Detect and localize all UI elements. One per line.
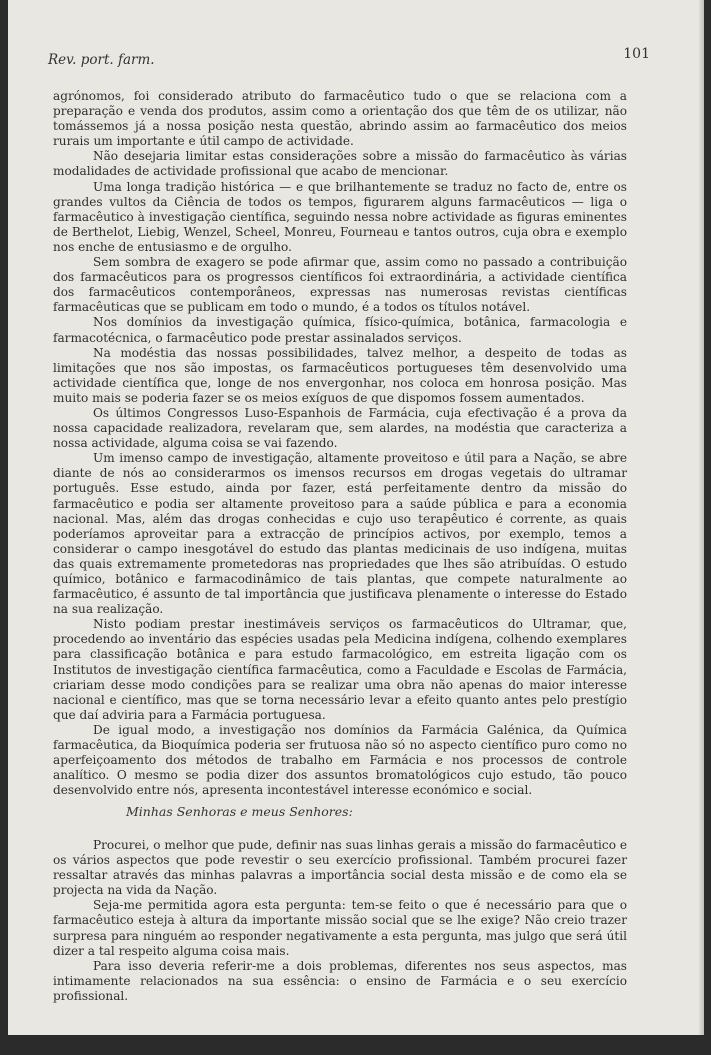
paragraph: Nisto podiam prestar inestimáveis serviços os farmacêuticos do Ultramar, que, procedendo ao inventário das espécies usadas pela Medicina indígena, colhendo exemplares para classificação botânica e para estudo farmacológico, em estreita ligação com os Institutos de investigação científica farmacêutica, como a Faculdade e Escolas de Farmácia, criariam desse modo condições para se realizar uma obra não apenas do maior interesse nacional e científico, mas que se torna necessário levar a efeito quanto antes pelo prestígio que daí adviria para a Farmácia portuguesa. (53, 617, 627, 722)
page-number: 101 (623, 46, 650, 62)
paragraph: Nos domínios da investigação química, físico-química, botânica, farmacologia e farmacotécnica, o farmacêutico pode prestar assinalados serviços. (53, 315, 627, 345)
paragraph: agrónomos, foi considerado atributo do farmacêutico tudo o que se relaciona com a preparação e venda dos produtos, assim como a orientação dos que têm de os utilizar, não tomássemos já a nossa posição nesta questão, abrindo assim ao farmacêutico dos meios rurais um importante e útil campo de actividade. (53, 89, 627, 149)
paragraph: Uma longa tradição histórica — e que brilhantemente se traduz no facto de, entre os grandes vultos da Ciência de todos os tempos, figurarem alguns farmacêuticos — liga o farmacêutico à investigação científica, seguindo nessa nobre actividade as figuras eminentes de Berthelot, Liebig, Wenzel, Scheel, Monreu, Fourneau e tantos outros, cuja obra e exemplo nos enche de entusiasmo e de orgulho. (53, 179, 627, 254)
paragraph: Os últimos Congressos Luso-Espanhois de Farmácia, cuja efectivação é a prova da nossa capacidade realizadora, revelaram que, sem alardes, na modéstia que caracteriza a nossa actividade, alguma coisa se vai fazendo. (53, 405, 627, 451)
paragraph: Não desejaria limitar estas considerações sobre a missão do farmacêutico às várias modalidades de actividade profissional que acabo de mencionar. (53, 149, 627, 179)
body-text-closing (53, 838, 627, 1004)
paragraph: Procurei, o melhor que pude, definir nas suas linhas gerais a missão do farmacêutico e os vários aspectos que pode revestir o seu exercício profissional. Também procurei fazer ressaltar através das minhas palavras a importância social desta missão e de como ela se projecta na vida da Nação. (53, 838, 627, 898)
journal-title: Rev. port. farm. (48, 52, 155, 68)
paragraph: Sem sombra de exagero se pode afirmar que, assim como no passado a contribuição dos farmacêuticos para os progressos científicos foi extraordinária, a actividade científica dos farmacêuticos contemporâneos, expressas nas numerosas revistas científicas farmacêuticas que se publicam em todo o mundo, é a todos os títulos notável. (53, 255, 627, 315)
page-header (48, 46, 650, 70)
body-text (53, 89, 627, 798)
paragraph: Na modéstia das nossas possibilidades, talvez melhor, a despeito de todas as limitações que nos são impostas, os farmacêuticos portugueses têm desenvolvido uma actividade científica que, longe de nos envergonhar, nos coloca em honrosa posição. Mas muito mais se poderia fazer se os meios exíguos de que dispomos fossem aumentados. (53, 345, 627, 405)
paragraph: De igual modo, a investigação nos domínios da Farmácia Galénica, da Química farmacêutica, da Bioquímica poderia ser frutuosa não só no aspecto científico puro como no aperfeiçoamento dos métodos de trabalho em Farmácia e nos processos de controle analítico. O mesmo se podia dizer dos assuntos bromatológicos cujo estudo, tão pouco desenvolvido entre nós, apresenta incontestável interesse económico e social. (53, 722, 627, 798)
page-edge-shadow (698, 0, 704, 1035)
salutation: Minhas Senhoras e meus Senhores: (126, 804, 353, 819)
document-page (8, 0, 704, 1035)
paragraph: Um imenso campo de investigação, altamente proveitoso e útil para a Nação, se abre diante de nós ao considerarmos os imensos recursos em drogas vegetais do ultramar português. Esse estudo, ainda por fazer, está perfeitamente dentro da missão do farmacêutico e podia ser altamente proveitoso para a saúde pública e para a economia nacional. Mas, além das drogas conhecidas e cujo uso terapêutico é corrente, as quais poderíamos aproveitar para a extracção de princípios activos, por exemplo, temos a considerar o campo inesgotável do estudo das plantas medicinais de uso indígena, muitas das quais extremamente prometedoras nas propriedades que lhes são atribuídas. O estudo químico, botânico e farmacodinâmico de tais plantas, que compete naturalmente ao farmacêutico, é assunto de tal importância que justificava plenamente o interesse do Estado na sua realização. (53, 451, 627, 617)
paragraph: Para isso deveria referir-me a dois problemas, diferentes nos seus aspectos, mas intimamente relacionados na sua essência: o ensino de Farmácia e o seu exercício profissional. (53, 958, 627, 1003)
paragraph: Seja-me permitida agora esta pergunta: tem-se feito o que é necessário para que o farmacêutico esteja à altura da importante missão social que se lhe exige? Não creio trazer surpresa para ninguém ao responder negativamente a esta pergunta, mas julgo que será útil dizer a tal respeito alguma coisa mais. (53, 898, 627, 958)
